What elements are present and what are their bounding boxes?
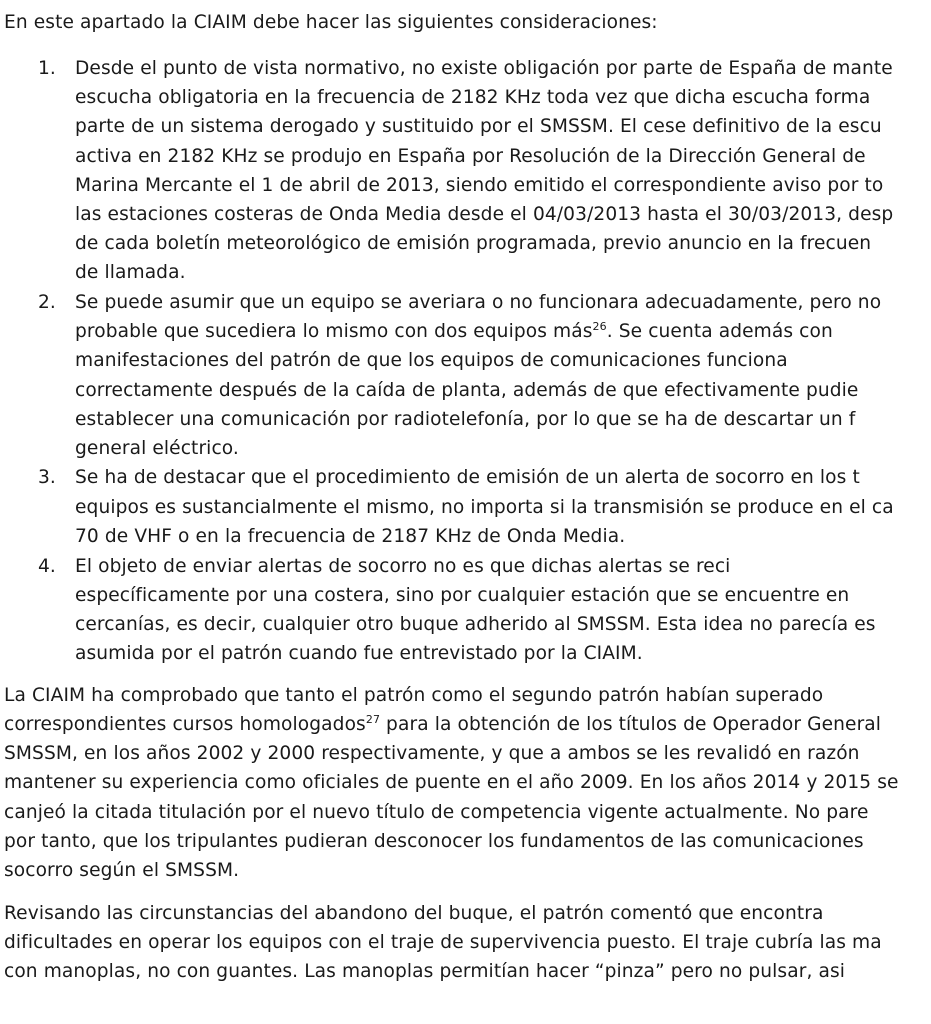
list-item-line: las estaciones costeras de Onda Media desde el 04/03/2013 hasta el 30/03/2013, desp [75, 204, 894, 225]
list-item-line: Se ha de destacar que el procedimiento de emisión de un alerta de socorro en los t [75, 467, 860, 488]
list-item-line: manifestaciones del patrón de que los equipos de comunicaciones funciona [75, 350, 788, 371]
paragraph-line: socorro según el SMSSM. [4, 860, 240, 881]
list-item-number: 4. [38, 556, 56, 577]
paragraph-line: mantener su experiencia como oficiales de puente en el año 2009. En los años 2014 y 2015 se [4, 772, 899, 793]
list-item-line: general eléctrico. [75, 438, 239, 459]
list-item-line: Se puede asumir que un equipo se averiara o no funcionara adecuadamente, pero no [75, 292, 882, 313]
footnote-ref: 26 [592, 320, 607, 333]
list-item-line: establecer una comunicación por radiotelefonía, por lo que se ha de descartar un f [75, 409, 856, 430]
list-item-line: probable que sucediera lo mismo con dos equipos más$^{26}$. Se cuenta además con [75, 320, 833, 342]
list-item-line: de cada boletín meteorológico de emisión programada, previo anuncio en la frecuen [75, 233, 872, 254]
list-item-line: 70 de VHF o en la frecuencia de 2187 KHz de Onda Media. [75, 526, 626, 547]
list-item-line: parte de un sistema derogado y sustituido por el SMSSM. El cese definitivo de la escu [75, 116, 882, 137]
paragraph-line: La CIAIM ha comprobado que tanto el patrón como el segundo patrón habían superado [4, 685, 824, 706]
list-item-line: cercanías, es decir, cualquier otro buque adherido al SMSSM. Esta idea no parecía es [75, 614, 876, 635]
list-item-line: Desde el punto de vista normativo, no existe obligación por parte de España de mante [75, 58, 893, 79]
list-item-number: 1. [38, 58, 56, 79]
intro-text: En este apartado la CIAIM debe hacer las siguientes consideraciones: [4, 12, 658, 33]
list-item-line: activa en 2182 KHz se produjo en España por Resolución de la Dirección General de [75, 146, 866, 167]
list-item-number: 3. [38, 467, 56, 488]
list-item-line: de llamada. [75, 262, 186, 283]
list-item-line: equipos es sustancialmente el mismo, no importa si la transmisión se produce en el ca [75, 497, 894, 518]
paragraph-line: Revisando las circunstancias del abandono del buque, el patrón comentó que encontra [4, 903, 824, 924]
list-item-line: El objeto de enviar alertas de socorro no es que dichas alertas se reci [75, 556, 731, 577]
paragraph-line: correspondientes cursos homologados$^{27}$ para la obtención de los títulos de Operador General [4, 713, 882, 735]
list-item-line: escucha obligatoria en la frecuencia de 2182 KHz toda vez que dicha escucha forma [75, 87, 871, 108]
footnote-ref: 27 [365, 713, 381, 726]
list-item-line: correctamente después de la caída de planta, además de que efectivamente pudie [75, 380, 859, 401]
paragraph-line: dificultades en operar los equipos con el traje de supervivencia puesto. El traje cubría las ma [4, 932, 882, 953]
list-item-line: asumida por el patrón cuando fue entrevistado por la CIAIM. [75, 643, 643, 664]
paragraph-line: SMSSM, en los años 2002 y 2000 respectivamente, y que a ambos se les revalidó en razón [4, 743, 860, 764]
paragraph-line: canjeó la citada titulación por el nuevo título de competencia vigente actualmente. No pare [4, 802, 869, 823]
paragraph-line: con manoplas, no con guantes. Las manoplas permitían hacer “pinza” pero no pulsar, asi [4, 961, 846, 982]
list-item-line: específicamente por una costera, sino por cualquier estación que se encuentre en [75, 585, 850, 606]
list-item-line: Marina Mercante el 1 de abril de 2013, siendo emitido el correspondiente aviso por to [75, 175, 884, 196]
list-item-number: 2. [38, 292, 56, 313]
paragraph-line: por tanto, que los tripulantes pudieran desconocer los fundamentos de las comunicaciones [4, 831, 864, 852]
